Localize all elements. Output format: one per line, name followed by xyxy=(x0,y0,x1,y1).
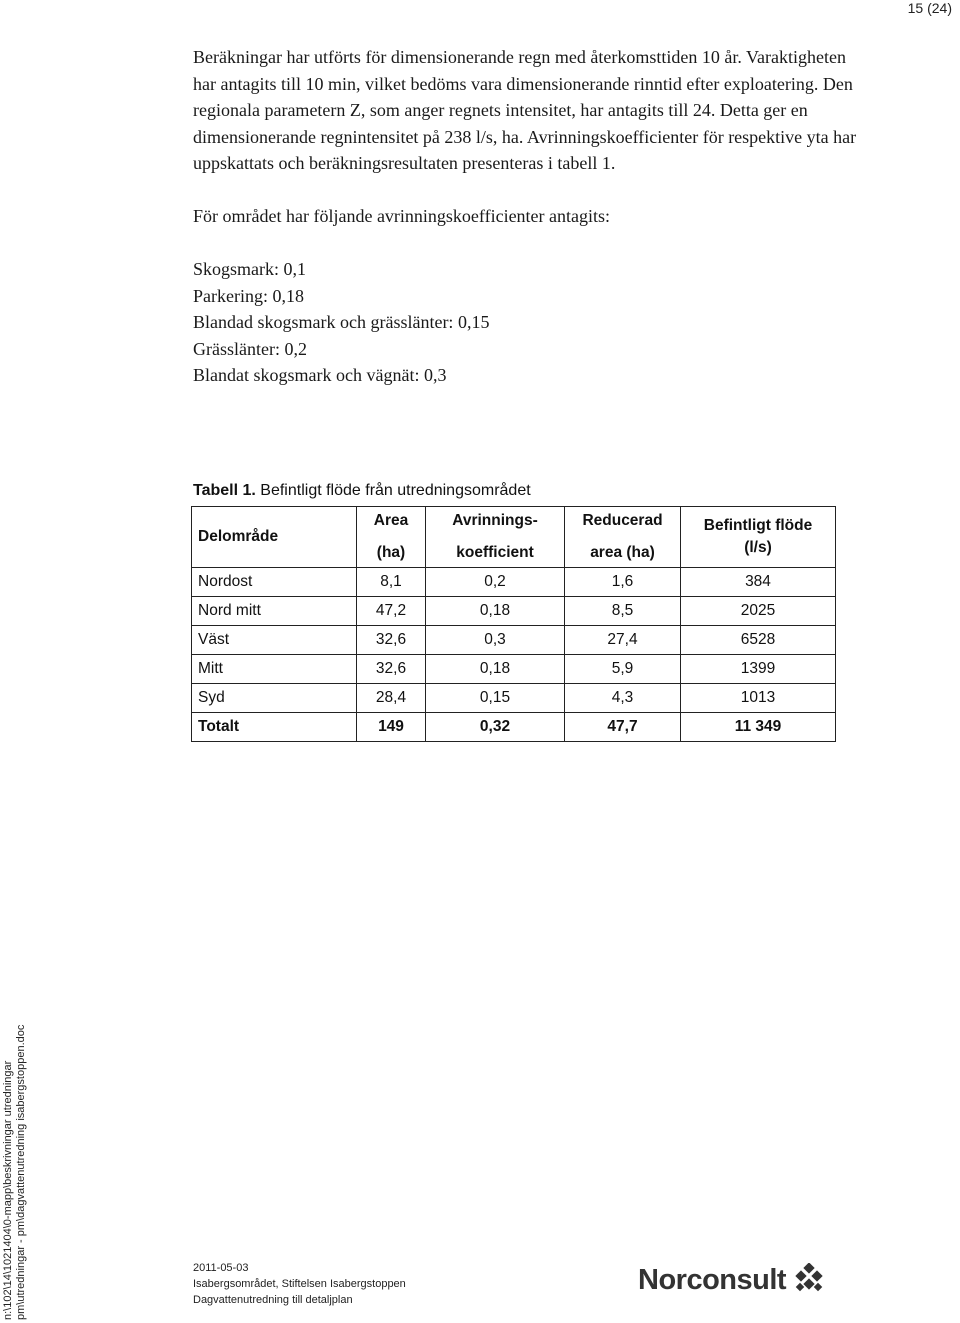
header-reducerad-bottom: area (ha) xyxy=(590,544,655,561)
table-row xyxy=(192,568,836,597)
cell-flode: 6528 xyxy=(681,626,836,655)
cell-delomrade: Nordost xyxy=(192,568,357,597)
flow-table xyxy=(191,506,836,742)
table-row xyxy=(192,684,836,713)
header-area xyxy=(357,507,426,568)
cell-area: 47,2 xyxy=(357,597,426,626)
header-flode-top: Befintligt flöde xyxy=(703,517,813,534)
header-avrinning xyxy=(426,507,565,568)
table-row xyxy=(192,597,836,626)
footer-meta xyxy=(193,1260,406,1308)
body-text xyxy=(193,44,873,389)
table-caption-label: Tabell 1. xyxy=(193,482,256,499)
header-area-bottom: (ha) xyxy=(376,544,406,561)
norconsult-logo xyxy=(638,1260,838,1300)
cell-area: 28,4 xyxy=(357,684,426,713)
header-area-top: Area xyxy=(373,512,409,529)
document-file-path: n:\102\14\1021404\0-mapp\beskrivningar utredningar pm\utredningar - pm\dagvattenutredning isabergstoppen.doc xyxy=(2,1024,27,1320)
table-header-row xyxy=(192,507,836,568)
cell-delomrade: Väst xyxy=(192,626,357,655)
cell-reducerad: 1,6 xyxy=(565,568,681,597)
coefficient-item: Skogsmark: 0,1 xyxy=(193,259,307,279)
coefficient-list xyxy=(193,256,873,389)
table-caption xyxy=(193,482,531,500)
cell-koefficient: 0,18 xyxy=(426,597,565,626)
table-row xyxy=(192,655,836,684)
table-row xyxy=(192,626,836,655)
cell-koefficient: 0,18 xyxy=(426,655,565,684)
header-delomrade: Delområde xyxy=(192,507,357,568)
header-flode xyxy=(681,507,836,568)
cell-flode: 384 xyxy=(681,568,836,597)
cell-area: 32,6 xyxy=(357,626,426,655)
header-reducerad-top: Reducerad xyxy=(582,512,663,529)
cell-delomrade: Syd xyxy=(192,684,357,713)
cell-koefficient: 0,3 xyxy=(426,626,565,655)
logo-wordmark: Norconsult xyxy=(638,1263,787,1296)
coefficients-intro: För området har följande avrinningskoefficienter antagits: xyxy=(193,205,611,226)
header-avrinning-bottom: koefficient xyxy=(456,544,534,561)
cell-area: 8,1 xyxy=(357,568,426,597)
cell-koefficient: 0,15 xyxy=(426,684,565,713)
table-caption-text: Befintligt flöde från utredningsområdet xyxy=(255,482,531,499)
footer-doc-title: Dagvattenutredning till detaljplan xyxy=(193,1294,353,1306)
footer-date: 2011-05-03 xyxy=(193,1262,249,1274)
coefficient-item: Parkering: 0,18 xyxy=(193,285,304,306)
header-flode-bottom: (l/s) xyxy=(744,539,772,556)
cell-flode: 1399 xyxy=(681,655,836,684)
table-total-row xyxy=(192,713,836,742)
cell-flode: 1013 xyxy=(681,684,836,713)
coefficient-item: Blandat skogsmark och vägnät: 0,3 xyxy=(193,365,447,385)
cell-koefficient: 0,32 xyxy=(426,713,565,742)
cell-reducerad: 27,4 xyxy=(565,626,681,655)
cell-reducerad: 4,3 xyxy=(565,684,681,713)
cell-reducerad: 5,9 xyxy=(565,655,681,684)
cell-reducerad: 8,5 xyxy=(565,597,681,626)
coefficient-item: Blandad skogsmark och grässlänter: 0,15 xyxy=(193,312,490,332)
page-number: 15 (24) xyxy=(907,0,952,16)
cell-area: 149 xyxy=(357,713,426,742)
cell-reducerad: 47,7 xyxy=(565,713,681,742)
cell-koefficient: 0,2 xyxy=(426,568,565,597)
cell-delomrade: Nord mitt xyxy=(192,597,357,626)
cell-delomrade: Totalt xyxy=(192,713,357,742)
footer-project: Isabergsområdet, Stiftelsen Isabergstoppen xyxy=(193,1278,406,1290)
logo-diamond-icon xyxy=(792,1263,826,1297)
coefficient-item: Grässlänter: 0,2 xyxy=(193,338,307,359)
cell-delomrade: Mitt xyxy=(192,655,357,684)
cell-flode: 2025 xyxy=(681,597,836,626)
intro-paragraph: Beräkningar har utförts för dimensionerande regn med återkomsttiden 10 år. Varaktigheten har antagits till 10 min, vilket bedöms vara dimensionerande rinntid efter exploatering. Den regionala parametern Z, som anger regnets intensitet, har antagits till 24. Detta ger en dimensionerande regnintensitet på 238 l/s, ha. Avrinningskoefficienter för respektive yta har uppskattats och beräkningsresultaten presenteras i tabell 1. xyxy=(193,47,857,173)
cell-area: 32,6 xyxy=(357,655,426,684)
header-avrinning-top: Avrinnings- xyxy=(452,512,538,529)
header-reducerad xyxy=(565,507,681,568)
cell-flode: 11 349 xyxy=(681,713,836,742)
